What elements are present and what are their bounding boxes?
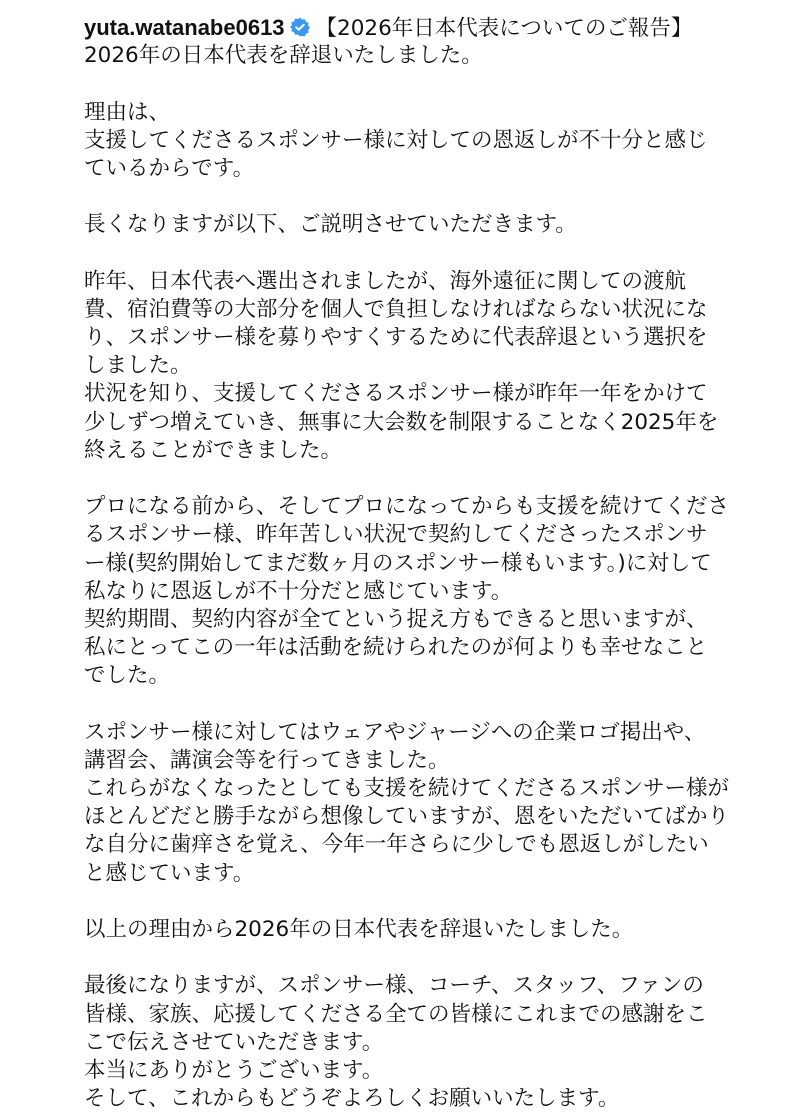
caption-line: 私にとってこの一年は活動を続けられたのが何よりも幸せなこと — [84, 635, 708, 661]
caption-line: 本当にありがとうございます。 — [84, 1057, 384, 1083]
caption-line: 講習会、講演会等を行ってきました。 — [84, 747, 450, 773]
caption-line: 2026年の日本代表を辞退いたしました。 — [84, 43, 483, 69]
caption-line: 長くなりますが以下、ご説明させていただきます。 — [84, 212, 577, 238]
caption-line: 終えることができました。 — [84, 437, 343, 463]
caption-line: 少しずつ増えていき、無事に大会数を制限することなく2025年を — [84, 409, 719, 435]
blank-line — [84, 888, 784, 916]
caption-line: 皆様、家族、応援してくださる全ての皆様にこれまでの感謝をこ — [84, 1001, 708, 1027]
caption-line: 支援してくださるスポンサー様に対しての恩返しが不十分と感じ — [84, 127, 708, 153]
caption-line: 以上の理由から2026年の日本代表を辞退いたしました。 — [84, 917, 634, 942]
caption-line: るスポンサー様、昨年苦しい状況で契約してくださったスポンサ — [84, 522, 708, 548]
caption-line: でした。 — [84, 663, 171, 689]
caption-line: しました。 — [84, 353, 192, 379]
caption-line: こで伝えさせていただきます。 — [84, 1029, 384, 1055]
caption-line: 状況を知り、支援してくださるスポンサー様が昨年一年をかけて — [84, 381, 708, 407]
username-link[interactable]: yuta.watanabe0613 — [84, 15, 285, 40]
caption-line: 理由は、 — [84, 99, 171, 125]
caption-line: ほとんどだと勝手ながら想像していますが、恩をいただいてばかり — [84, 804, 730, 830]
caption-line: と感じています。 — [84, 860, 255, 886]
caption-line: これらがなくなったとしても支援を続けてくださるスポンサー様が — [84, 776, 730, 802]
caption-line: な自分に歯痒さを覚え、今年一年さらに少しでも恩返しがしたい — [84, 832, 709, 858]
caption-line: 契約期間、契約内容が全てという捉え方もできると思いますが、 — [84, 606, 708, 632]
caption-line: 最後になりますが、スポンサー様、コーチ、スタッフ、ファンの — [84, 973, 704, 999]
blank-line — [84, 944, 784, 972]
blank-line — [84, 183, 784, 211]
caption-line: プロになる前から、そしてプロになってからも支援を続けてくださ — [84, 494, 730, 520]
caption-line: スポンサー様に対してはウェアやジャージへの企業ロゴ掲出や、 — [84, 719, 706, 745]
caption-line: り、スポンサー様を募りやすくするために代表辞退という選択を — [84, 325, 708, 351]
caption-line: ているからです。 — [84, 155, 255, 181]
caption-line: 私なりに恩返しが不十分だと感じています。 — [84, 578, 513, 604]
post-caption — [84, 14, 784, 1113]
post-title: 【2026年日本代表についてのご報告】 — [315, 16, 693, 41]
caption-line: 費、宿泊費等の大部分を個人で負担しなければならない状況にな — [84, 296, 708, 322]
verified-badge-icon — [290, 17, 310, 45]
caption-line: 昨年、日本代表へ選出されましたが、海外遠征に関しての渡航 — [84, 268, 687, 294]
caption-line: ー様(契約開始してまだ数ヶ月のスポンサー様もいます。)に対して — [84, 550, 712, 576]
caption-body — [84, 42, 784, 1113]
blank-line — [84, 70, 784, 98]
caption-line: そして、これからもどうぞよろしくお願いいたします。 — [84, 1086, 620, 1112]
blank-line — [84, 465, 784, 493]
caption-header — [84, 14, 784, 42]
blank-line — [84, 691, 784, 719]
blank-line — [84, 240, 784, 268]
